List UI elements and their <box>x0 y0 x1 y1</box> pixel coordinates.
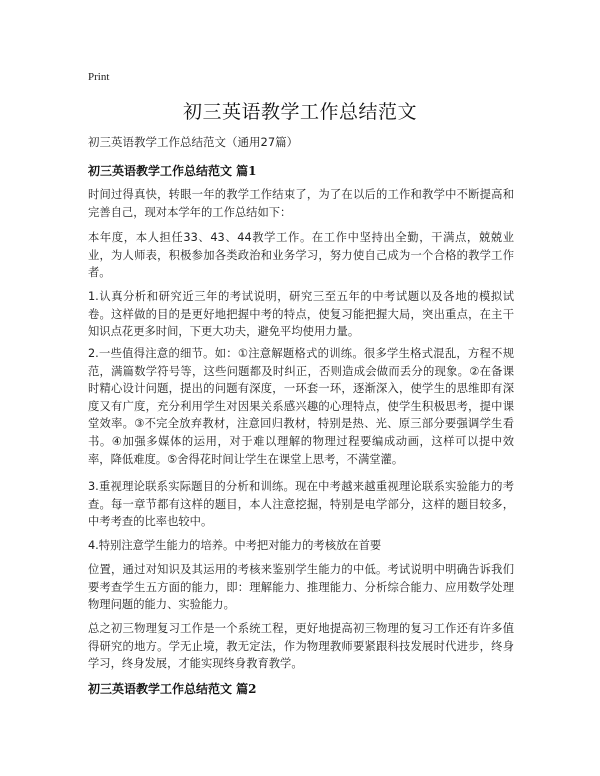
section-heading-1: 初三英语教学工作总结范文 篇1 <box>88 164 257 178</box>
paragraph: 3.重视理论联系实际题目的分析和训练。现在中考越来越重视理论联系实验能力的考查。每一章节都有这样的题目，本人注意挖掘，特别是电学部分，这样的题目较多，中考考查的比率也较中。 <box>88 480 514 529</box>
print-label: Print <box>88 71 110 83</box>
page-title: 初三英语教学工作总结范文 <box>182 101 417 123</box>
document-subtitle: 初三英语教学工作总结范文（通用27篇） <box>88 135 299 149</box>
paragraph: 1.认真分析和研究近三年的考试说明，研究三至五年的中考试题以及各地的模拟试卷。这样做的目的是更好地把握中考的特点，使复习能把握大局，突出重点，在主干知识点花更多时间，下更大功夫，避免平均使用力量。 <box>88 290 514 339</box>
paragraph: 本年度，本人担任33、43、44教学工作。在工作中坚持出全勤，干满点，兢兢业业，为人师表，积极参加各类政治和业务学习，努力使自己成为一个合格的教学工作者。 <box>88 231 514 280</box>
section-heading-2: 初三英语教学工作总结范文 篇2 <box>88 682 257 696</box>
paragraph: 4.特别注意学生能力的培养。中考把对能力的考核放在首要 <box>88 539 382 552</box>
paragraph: 总之初三物理复习工作是一个系统工程，更好地提高初三物理的复习工作还有许多值得研究的地方。学无止境，教无定法，作为物理教师要紧跟科技发展时代进步，终身学习，终身发展，才能实现终身教育教学。 <box>88 622 514 671</box>
paragraph: 2.一些值得注意的细节。如：①注意解题格式的训练。很多学生格式混乱，方程不规范，满篇数学符号等，这些问题都及时纠正，否则造成会做而丢分的现象。②在备课时精心设计问题，提出的问题有深度，一环套一环，逐渐深入，使学生的思维即有深度又有广度，充分利用学生对因果关系感兴趣的心理特点，使学生积极思考，提中课堂效率。③不完全放弃教材，注意回归教材，特别是热、光、原三部分要强调学生看书。④加强多媒体的运用，对于难以理解的物理过程要编成动画，这样可以提中效率，降低难度。⑤舍得花时间让学生在课堂上思考，不满堂灌。 <box>88 347 514 466</box>
paragraph: 时间过得真快，转眼一年的教学工作结束了，为了在以后的工作和教学中不断提高和完善自己，现对本学年的工作总结如下： <box>88 188 514 219</box>
paragraph: 位置，通过对知识及其运用的考核来鉴别学生能力的中低。考试说明中明确告诉我们要考查学生五方面的能力，即：理解能力、推理能力、分析综合能力、应用数学处理物理问题的能力、实验能力。 <box>88 563 514 612</box>
